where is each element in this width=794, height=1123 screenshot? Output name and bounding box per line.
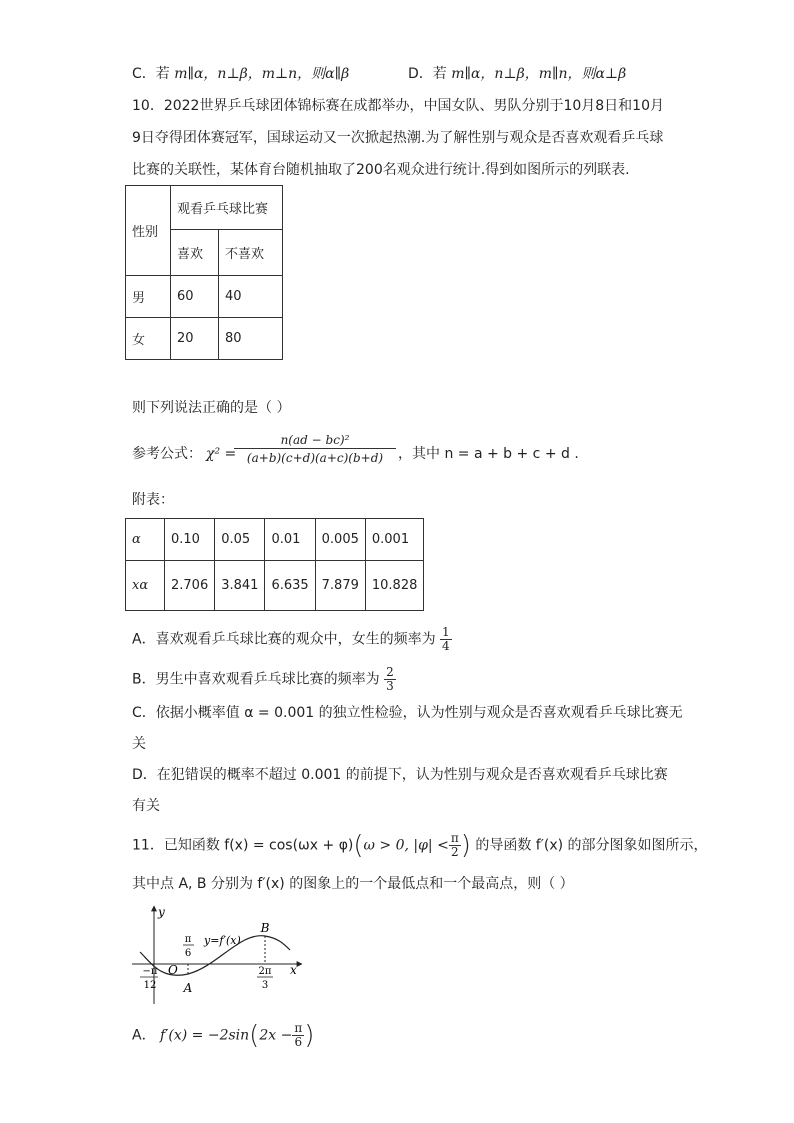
q10-question: 则下列说法正确的是（ ） xyxy=(132,400,291,416)
fraction xyxy=(449,832,461,859)
alpha-label: α xyxy=(126,519,165,561)
pi-over-6-den: 6 xyxy=(184,948,192,959)
gender-header: 性别 xyxy=(126,186,171,276)
appendix-label: 附表： xyxy=(132,492,174,508)
table-row xyxy=(126,519,424,561)
fraction xyxy=(440,626,452,653)
q10-stem-line-2: 9日夺得团体赛冠军，国球运动又一次掀起热潮.为了解性别与观众是否喜欢观看乒乓球 xyxy=(132,130,664,146)
q10-option-b xyxy=(132,666,396,693)
right-paren: ) xyxy=(304,1020,315,1051)
critical-value: 2.706 xyxy=(165,561,215,611)
y-axis-label: y xyxy=(158,905,165,919)
table-row xyxy=(126,276,283,318)
q9-option-c-condition: m∥α，n⊥β，m⊥n，则α∥β xyxy=(174,66,350,82)
q11-condition: ω > 0, |φ| < xyxy=(363,837,449,854)
female-like: 20 xyxy=(171,318,219,360)
like-header: 喜欢 xyxy=(171,230,219,276)
curve-label: y=f′(x) xyxy=(204,934,241,947)
critical-value: 3.841 xyxy=(215,561,265,611)
q9-option-d-condition: m∥α，n⊥β，m∥n，则α⊥β xyxy=(451,66,627,82)
q10-stem-line-3: 比赛的关联性，某体育台随机抽取了200名观众进行统计.得到如图所示的列联表. xyxy=(132,162,630,178)
fraction-denominator: 3 xyxy=(386,679,394,693)
neg-pi-over-12-num: −π xyxy=(142,966,158,977)
critical-value-table xyxy=(125,518,424,611)
pi-over-6-num: π xyxy=(184,934,192,945)
q10-option-b-text: B．男生中喜欢观看乒乓球比赛的频率为 xyxy=(132,671,380,688)
q10-option-d-line-2: 有关 xyxy=(132,798,160,814)
table-row xyxy=(126,561,424,611)
table-row xyxy=(126,318,283,360)
q11-option-a xyxy=(132,1022,314,1049)
right-paren: ) xyxy=(460,830,471,861)
left-paren: ( xyxy=(249,1020,260,1051)
fraction xyxy=(292,1022,304,1049)
fraction-numerator: 2 xyxy=(386,665,394,679)
fraction-denominator: 2 xyxy=(450,845,459,859)
fraction-numerator: π xyxy=(294,1021,303,1035)
q11-stem-line-1 xyxy=(132,832,708,859)
q10-option-c-line-2: 关 xyxy=(132,736,146,752)
alpha-value: 0.10 xyxy=(165,519,215,561)
q10-option-d-line-1: D．在犯错误的概率不超过 0.001 的前提下，认为性别与观众是否喜欢观看乒乓球比赛 xyxy=(132,767,668,783)
formula-denominator: (a+b)(c+d)(a+c)(b+d) xyxy=(246,451,384,465)
q11-function: 11．已知函数 f(x) = cos(ωx + φ) xyxy=(132,837,354,854)
x-axis-label: x xyxy=(290,963,297,977)
q10-option-a xyxy=(132,626,452,653)
two-pi-over-3-num: 2π xyxy=(258,966,272,977)
left-paren: ( xyxy=(353,830,364,861)
watch-header: 观看乒乓球比赛 xyxy=(171,186,283,230)
fraction-denominator: 4 xyxy=(442,639,450,653)
formula-label: 参考公式： xyxy=(132,446,202,462)
q10-option-a-text: A．喜欢观看乒乓球比赛的观众中，女生的频率为 xyxy=(132,631,436,648)
alpha-value: 0.005 xyxy=(315,519,365,561)
formula-tail: ，其中 n = a + b + c + d . xyxy=(398,446,579,462)
formula-numerator: n(ad − bc)² xyxy=(234,432,396,449)
point-b-label: B xyxy=(260,921,270,935)
two-pi-over-3-den: 3 xyxy=(261,980,269,991)
alpha-value: 0.001 xyxy=(365,519,424,561)
q9-option-c-prefix: C．若 xyxy=(132,66,170,82)
row-label-male: 男 xyxy=(126,276,171,318)
q9-option-c xyxy=(132,64,349,84)
q10-option-c-line-1: C．依据小概率值 α = 0.001 的独立性检验，认为性别与观众是否喜欢观看乒乓球比赛无 xyxy=(132,705,683,721)
neg-pi-over-12-den: 12 xyxy=(143,980,157,991)
male-like: 60 xyxy=(171,276,219,318)
formula-lhs: χ² = xyxy=(206,446,237,462)
critical-value: 7.879 xyxy=(315,561,365,611)
alpha-value: 0.01 xyxy=(265,519,315,561)
fraction-numerator: π xyxy=(450,831,459,845)
q9-option-d-prefix: D．若 xyxy=(408,66,447,82)
derivative-graph xyxy=(130,900,310,1010)
origin-label: O xyxy=(168,963,178,977)
x-alpha-label: xα xyxy=(126,561,165,611)
q11-option-a-prefix: A． xyxy=(132,1027,156,1044)
dislike-header: 不喜欢 xyxy=(219,230,283,276)
male-dislike: 40 xyxy=(219,276,283,318)
q11-stem-line-2: 其中点 A, B 分别为 f′(x) 的图象上的一个最低点和一个最高点，则（ ） xyxy=(132,876,574,892)
formula-fraction xyxy=(234,432,396,467)
female-dislike: 80 xyxy=(219,318,283,360)
critical-value: 10.828 xyxy=(365,561,424,611)
point-a-label: A xyxy=(183,981,193,995)
q10-stem-line-1: 10．2022世界乒乓球团体锦标赛在成都举办，中国女队、男队分别于10月8日和10月 xyxy=(132,98,664,114)
q11-stem-tail: 的导函数 f′(x) 的部分图象如图所示， xyxy=(475,837,708,854)
alpha-value: 0.05 xyxy=(215,519,265,561)
fraction xyxy=(384,666,396,693)
fraction-numerator: 1 xyxy=(442,625,450,639)
q9-option-d xyxy=(408,64,626,84)
contingency-table xyxy=(125,185,283,360)
q11-option-a-inner: 2x − xyxy=(259,1027,293,1044)
q11-option-a-expr: f′(x) = −2sin xyxy=(160,1027,250,1044)
critical-value: 6.635 xyxy=(265,561,315,611)
fraction-denominator: 6 xyxy=(294,1035,303,1049)
row-label-female: 女 xyxy=(126,318,171,360)
